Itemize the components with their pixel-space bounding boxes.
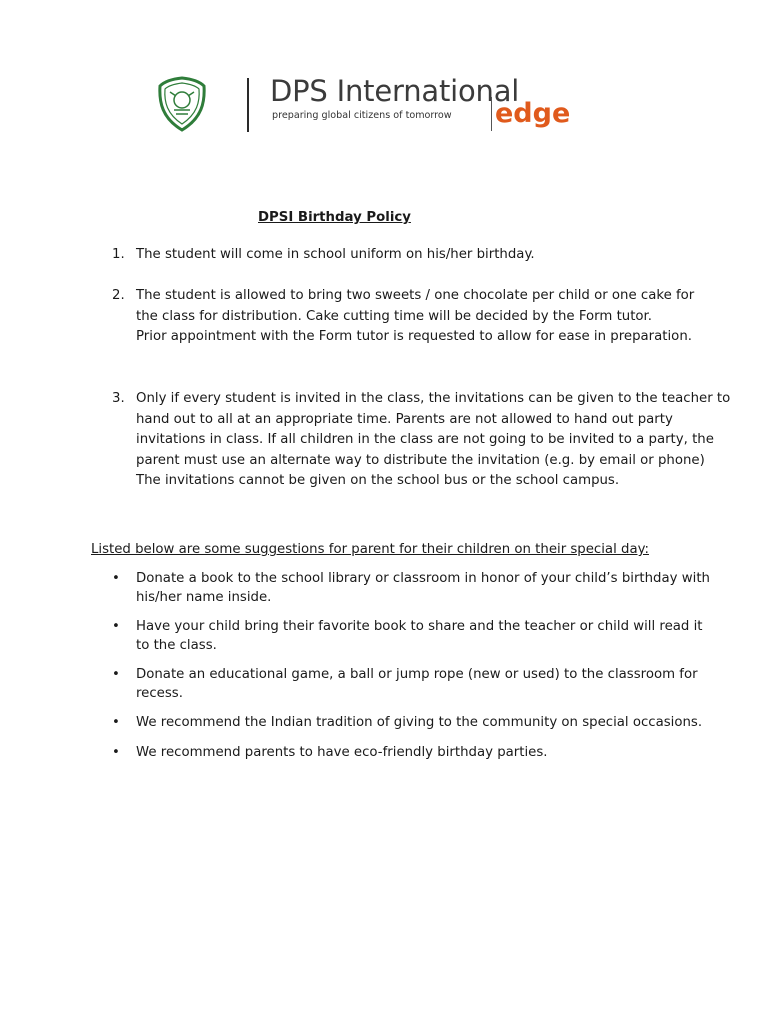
header [156,76,586,138]
list-item [112,744,702,763]
item-line: invitations in class. If all children in the class are not going to be invited to a party, the [136,432,714,447]
brand-name: DPS International [270,74,520,108]
list-item [112,666,702,703]
item-text [136,245,692,266]
list-item [112,570,710,607]
list-item-line: Donate an educational game, a ball or jump rope (new or used) to the classroom for [136,667,698,682]
item-line: hand out to all at an appropriate time. Parents are not allowed to hand out party [136,411,673,427]
list-item [112,714,702,733]
item-number: 3. [112,391,125,406]
item-line: Prior appointment with the Form tutor is requested to allow for ease in preparation. [136,329,692,344]
list-item-line: We recommend the Indian tradition of giving to the community on special occasions. [136,715,703,730]
list-item-line: We recommend parents to have eco-friendly birthday parties. [136,744,548,760]
list-item-line: recess. [136,685,183,701]
item-number: 1. [112,247,125,262]
school-emblem-logo [156,76,208,132]
brand-edge: edge [491,97,570,131]
list-item [112,618,702,655]
item-line: The student will come in school uniform on his/her birthday. [136,247,535,262]
list-item-line: to the class. [136,637,217,653]
header-divider [247,78,249,132]
list-item-line: Have your child bring their favorite book to share and the teacher or child will read it [136,619,703,634]
suggestions-heading: Listed below are some suggestions for parent for their children on their special day: [91,542,649,557]
item-line: The invitations cannot be given on the school bus or the school campus. [136,473,620,488]
item-line: Only if every student is invited in the class, the invitations can be given to the teacher to [136,391,731,406]
item-number: 2. [112,288,125,303]
bullet-icon: • [112,571,120,586]
list-item-line: Donate a book to the school library or classroom in honor of your child’s birthday with [136,571,710,586]
policy-item [112,245,692,266]
list-item-line: his/her name inside. [136,589,272,605]
item-line: The student is allowed to bring two sweets / one chocolate per child or one cake for [136,288,695,303]
bullet-icon: • [112,715,120,730]
item-text [136,286,695,348]
bullet-icon: • [112,744,120,760]
policy-item [112,389,731,492]
item-line: parent must use an alternate way to distribute the invitation (e.g. by email or phone) [136,452,705,468]
brand-tagline: preparing global citizens of tomorrow [272,110,452,121]
suggestions-list [112,570,710,773]
bullet-icon: • [112,667,120,682]
item-text [136,389,731,492]
page-title: DPSI Birthday Policy [258,210,411,225]
bullet-icon: • [112,619,120,634]
item-line: the class for distribution. Cake cutting time will be decided by the Form tutor. [136,308,653,324]
policy-item [112,286,695,348]
